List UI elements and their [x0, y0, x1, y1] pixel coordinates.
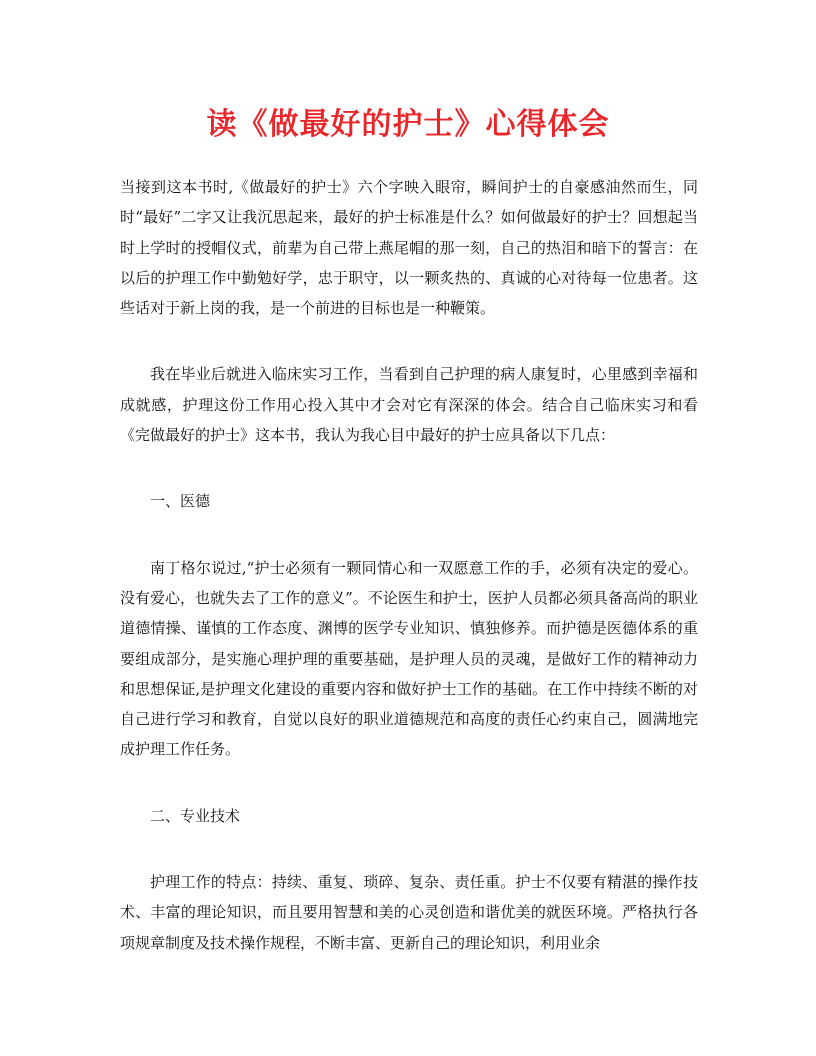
paragraph-ethics: 南丁格尔说过,“护士必须有一颗同情心和一双愿意工作的手，必须有决定的爱心。没有爱心，也就失去了工作的意义”。不论医生和护士，医护人员都必须具备高尚的职业道德情操、谨慎的工作态度、渊博的医学专业知识、慎独修养。而护德是医德体系的重要组成部分，是实施心理护理的重要基础，是护理人员的灵魂，是做好工作的精神动力和思想保证,是护理文化建设的重要内容和做好护士工作的基础。在工作中持续不断的对自己进行学习和教育，自觉以良好的职业道德规范和高度的责任心约束自己，圆满地完成护理工作任务。	[120, 558, 698, 759]
section-heading-ethics: 一、医德	[150, 492, 211, 511]
paragraph-skills: 护理工作的特点：持续、重复、琐碎、复杂、责任重。护士不仅要有精湛的操作技术、丰富的理论知识，而且要用智慧和美的心灵创造和谐优美的就医环境。严格执行各项规章制度及技术操作规程，不断丰富、更新自己的理论知识，利用业余	[120, 873, 698, 952]
document-title: 读《做最好的护士》心得体会	[206, 107, 610, 142]
paragraph-internship: 我在毕业后就进入临床实习工作，当看到自己护理的病人康复时，心里感到幸福和成就感，护理这份工作用心投入其中才会对它有深深的体会。结合自己临床实习和看《完做最好的护士》这本书，我认为我心目中最好的护士应具备以下几点：	[120, 365, 698, 445]
paragraph-intro: 当接到这本书时,《做最好的护士》六个字映入眼帘，瞬间护士的自豪感油然而生，同时“最好”二字又让我沉思起来，最好的护士标准是什么？如何做最好的护士？回想起当时上学时的授帽仪式，前辈为自己带上燕尾帽的那一刻，自己的热泪和暗下的誓言：在以后的护理工作中勤勉好学，忠于职守，以一颗炙热的、真诚的心对待每一位患者。这些话对于新上岗的我，是一个前进的目标也是一种鞭策。	[120, 178, 698, 318]
section-heading-skills: 二、专业技术	[150, 806, 241, 825]
document-body	[120, 172, 698, 994]
